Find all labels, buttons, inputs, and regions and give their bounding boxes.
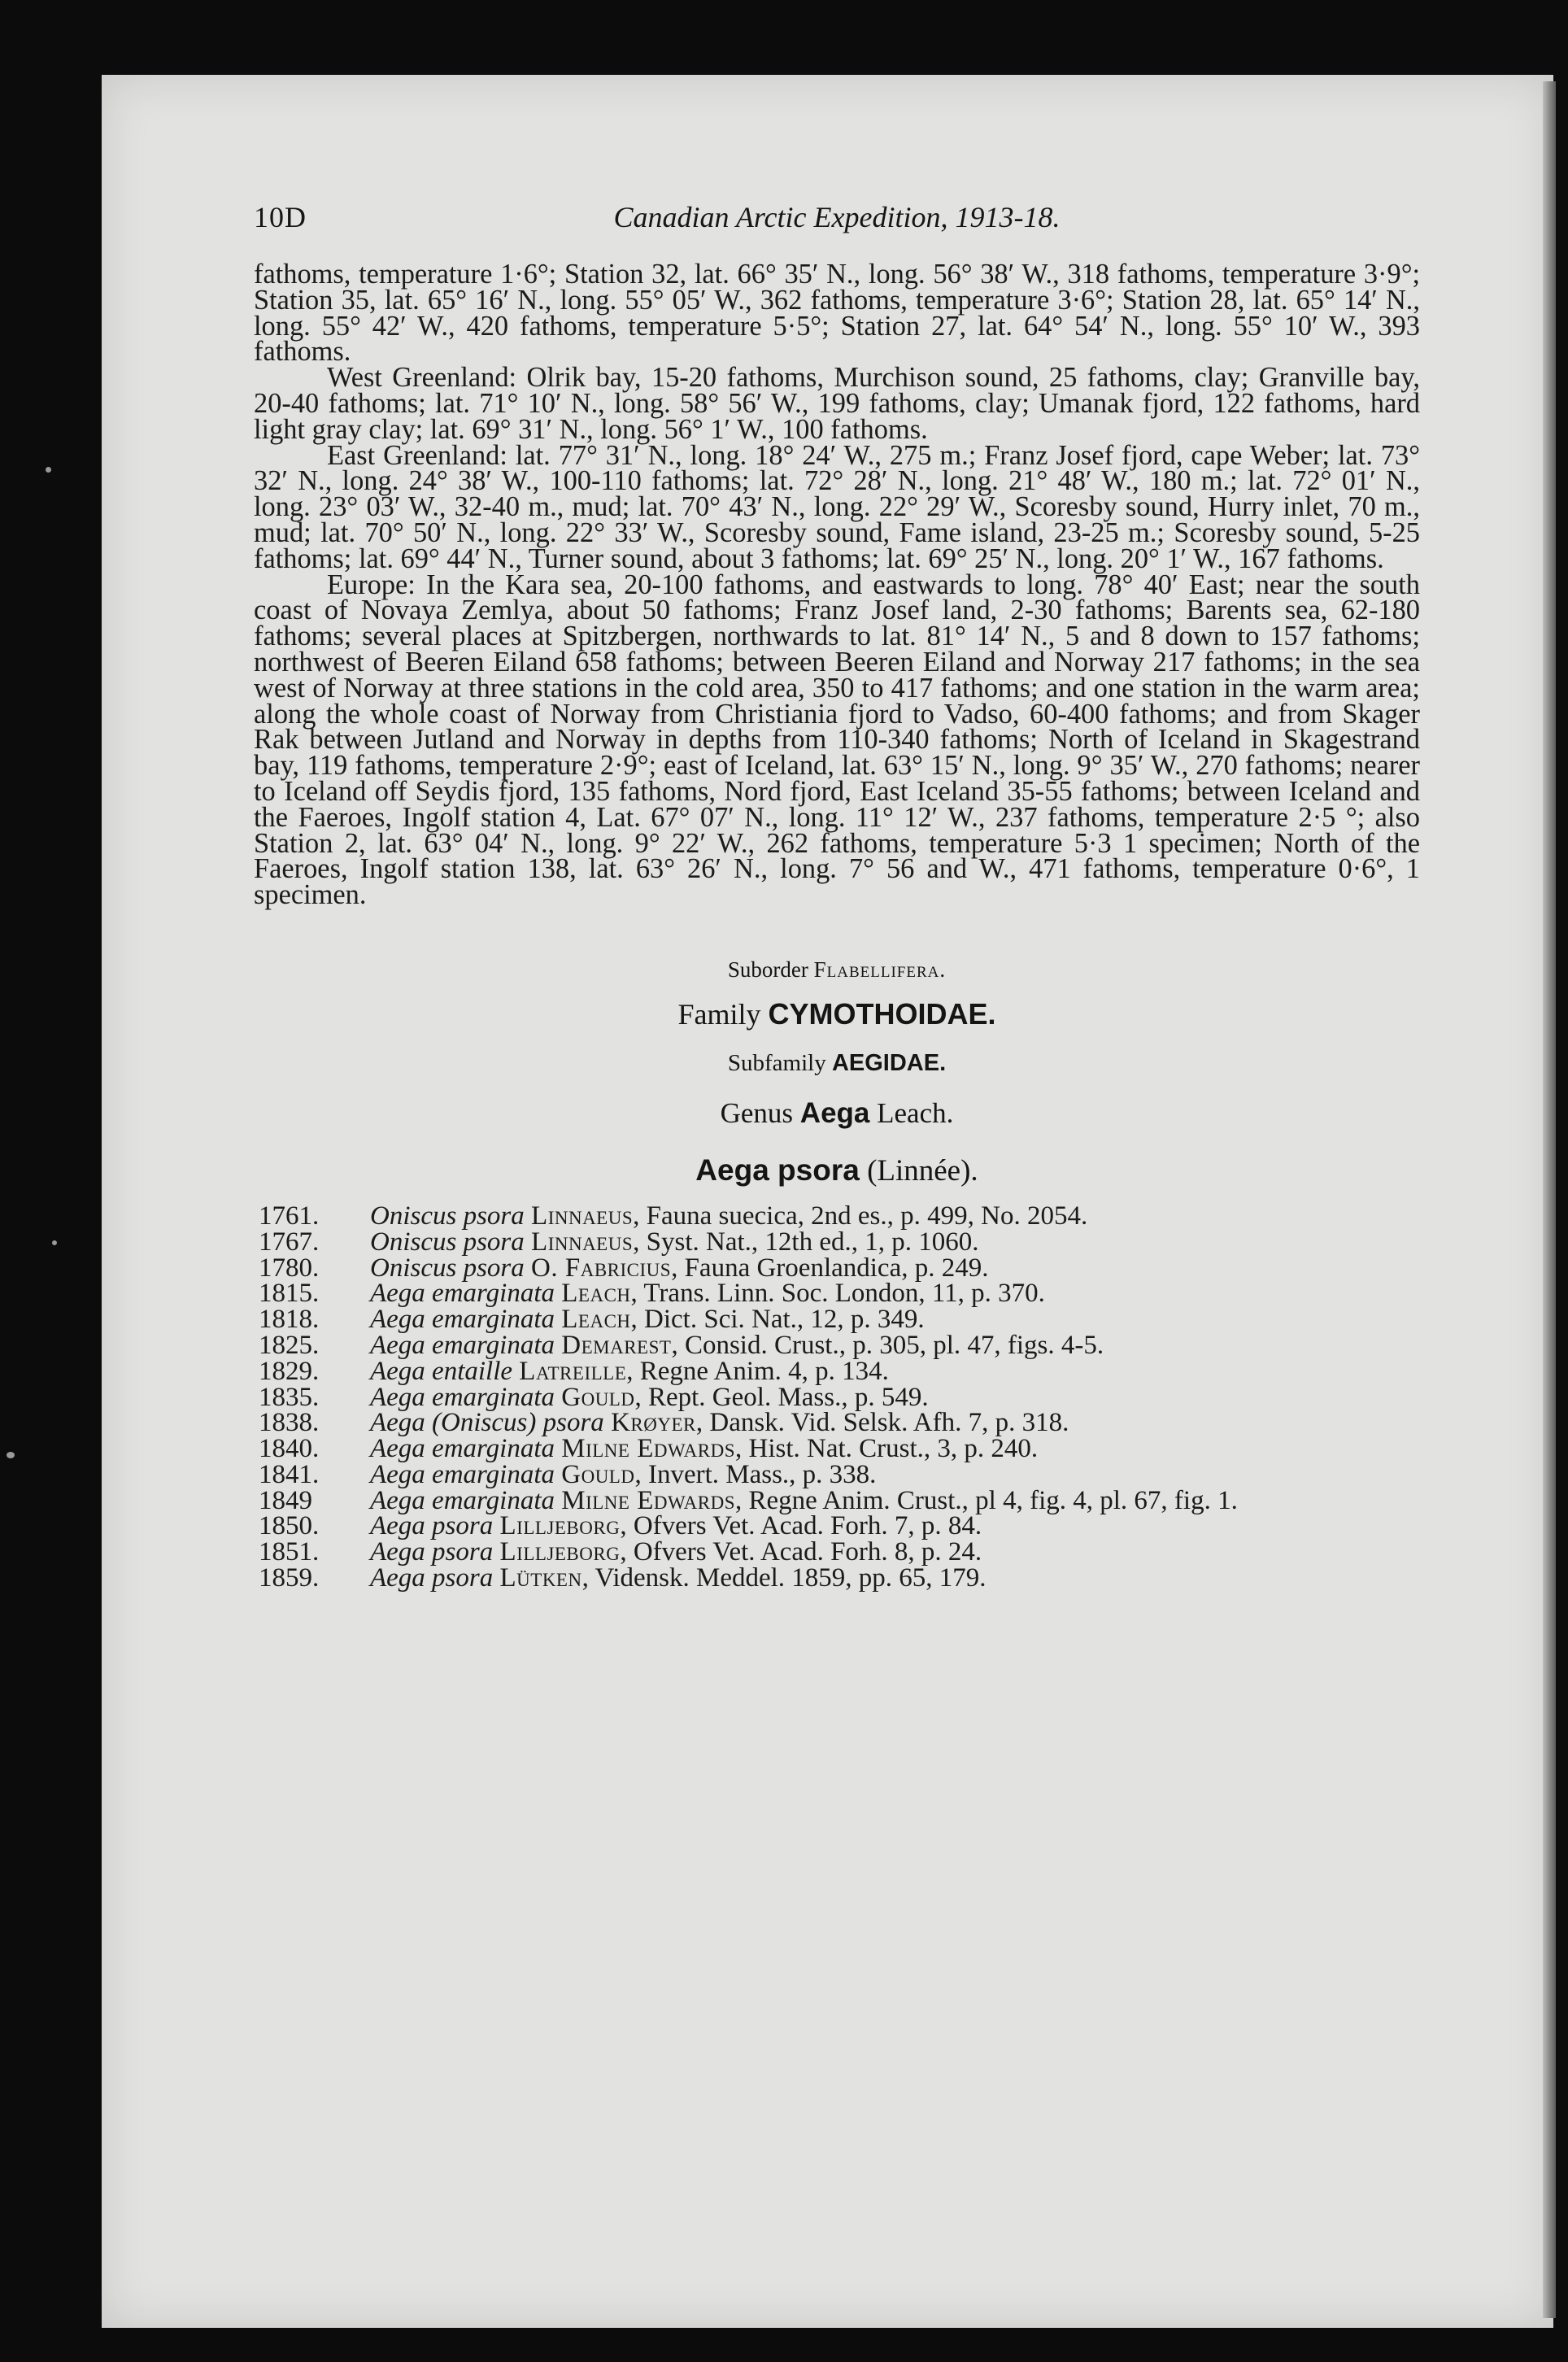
synonymy-author: Milne Edwards <box>561 1434 735 1464</box>
synonymy-citation: , Dict. Sci. Nat., 12, p. 349. <box>630 1305 925 1335</box>
synonymy-author: Krøyer <box>611 1408 696 1438</box>
synonymy-entry <box>254 1436 1420 1462</box>
synonymy-text <box>370 1563 1420 1593</box>
synonymy-citation: , Rept. Geol. Mass., p. 549. <box>634 1382 929 1412</box>
synonymy-author: Lilljeborg <box>499 1537 621 1567</box>
synonymy-author: O. Fabricius <box>531 1253 672 1283</box>
synonymy-year: 1841. <box>259 1459 320 1489</box>
synonymy-taxon: Aega emarginata <box>370 1434 555 1464</box>
synonymy-taxon: Aega emarginata <box>370 1305 555 1335</box>
taxonomy-headings <box>254 951 1420 1201</box>
synonymy-citation: , Regne Anim. 4, p. 134. <box>626 1356 889 1386</box>
genus-heading <box>254 1086 1420 1141</box>
synonymy-citation: , Ofvers Vet. Acad. Forh. 7, p. 84. <box>620 1511 982 1541</box>
synonymy-year: 1840. <box>259 1434 320 1464</box>
synonymy-text <box>370 1537 1420 1567</box>
species-name: Aega psora <box>695 1153 860 1187</box>
synonymy-entry <box>254 1537 1420 1567</box>
synonymy-author: Leach <box>561 1305 631 1335</box>
paragraph-west-greenland: West Greenland: Olrik bay, 15-20 fathoms, Murchison sound, 25 fathoms, clay; Granville bay, 20-40 fathoms; lat. 71° 10′ N., long. 58° 56′ W., 199 fathoms, clay; Umanak fjord, 122 fathoms, hard light gray clay; lat. 69° 31′ N., long. 56° 1′ W., 100 fathoms. <box>254 362 1420 445</box>
synonymy-taxon: Aega psora <box>370 1511 494 1541</box>
synonymy-text <box>370 1253 1420 1283</box>
synonymy-entry <box>254 1330 1420 1360</box>
synonymy-author: Latreille <box>519 1356 627 1386</box>
synonymy-text <box>370 1485 1420 1515</box>
synonymy-author: Gould <box>561 1382 635 1412</box>
synonymy-year: 1815. <box>259 1279 320 1309</box>
species-author: (Linnée). <box>859 1153 978 1188</box>
synonymy-text <box>370 1330 1420 1360</box>
family-name: CYMOTHOIDAE. <box>768 996 996 1031</box>
page-header <box>254 200 1420 241</box>
synonymy-citation: , Fauna Groenlandica, p. 249. <box>671 1253 989 1283</box>
synonymy-citation: , Ofvers Vet. Acad. Forh. 8, p. 24. <box>620 1537 982 1567</box>
synonymy-entry <box>254 1201 1420 1231</box>
synonymy-text <box>370 1459 1420 1489</box>
page-body <box>254 259 1420 1593</box>
synonymy-taxon: Oniscus psora <box>370 1253 525 1283</box>
paragraph-europe: Europe: In the Kara sea, 20-100 fathoms, and eastwards to long. 78° 40′ East; near the south coast of Novaya Zemlya, about 50 fathoms; Franz Josef land, 2-30 fathoms; Barents sea, 62-180 fathoms; several places at Spitzbergen, northwards to lat. 81° 14′ N., 5 and 8 down to 157 fathoms; northwest of Beeren Eiland 658 fathoms; between Beeren Eiland and Norway 217 fathoms; in the sea west of Norway at three stations in the cold area, 350 to 417 fathoms; and one station in the warm area; along the whole coast of Norway from Christiania fjord to Vadso, 60-400 fathoms; and from Skager Rak between Jutland and Norway in depths from 110-340 fathoms; North of Iceland in Skagestrand bay, 119 fathoms, temperature 2·9°; east of Iceland, lat. 63° 15′ N., long. 9° 35′ W., 270 fathoms; nearer to Iceland off Seydis fjord, 135 fathoms, Nord fjord, East Iceland 35-55 fathoms; between Iceland and the Faeroes, Ingolf station 4, Lat. 67° 07′ N., long. 11° 12′ W., 237 fathoms, temperature 2·5 °; also Station 2, lat. 63° 04′ N., long. 9° 22′ W., 262 fathoms, temperature 5·3 1 specimen; North of the Faeroes, Ingolf station 138, lat. 63° 26′ N., long. 7° 56 and W., 471 fathoms, temperature 0·6°, 1 specimen. <box>254 569 1420 911</box>
paragraph-station-list: fathoms, temperature 1·6°; Station 32, lat. 66° 35′ N., long. 56° 38′ W., 318 fathoms, temperature 3·9°; Station 35, lat. 65° 16′ N., long. 55° 05′ W., 362 fathoms, temperature 3·6°; Station 28, lat. 65° 14′ N., long. 55° 42′ W., 420 fathoms, temperature 5·5°; Station 27, lat. 64° 54′ N., long. 55° 10′ W., 393 fathoms. <box>254 259 1420 368</box>
synonymy-citation: , Regne Anim. Crust., pl 4, fig. 4, pl. 67, fig. 1. <box>735 1485 1238 1515</box>
synonymy-taxon: Oniscus psora <box>370 1201 525 1231</box>
synonymy-entry <box>254 1563 1420 1593</box>
subfamily-heading <box>254 1040 1420 1086</box>
synonymy-entry <box>254 1307 1420 1333</box>
page-number: 10D <box>254 201 307 233</box>
synonymy-text <box>370 1382 1420 1412</box>
subfamily-prefix: Subfamily <box>727 1049 832 1076</box>
scan-speck <box>7 1452 15 1458</box>
synonymy-taxon: Oniscus psora <box>370 1227 525 1257</box>
synonymy-text <box>370 1227 1420 1257</box>
synonymy-entry <box>254 1253 1420 1283</box>
scan-speck <box>52 1240 57 1245</box>
synonymy-citation: , Fauna suecica, 2nd es., p. 499, No. 2054. <box>633 1201 1088 1231</box>
synonymy-year: 1838. <box>259 1408 320 1438</box>
synonymy-taxon: Aega emarginata <box>370 1330 555 1360</box>
synonymy-author: Leach <box>561 1279 631 1309</box>
synonymy-text <box>370 1436 1420 1462</box>
suborder-heading <box>254 951 1420 988</box>
synonymy-list <box>254 1201 1420 1593</box>
species-heading <box>254 1141 1420 1201</box>
synonymy-entry <box>254 1511 1420 1541</box>
synonymy-text <box>370 1281 1420 1307</box>
suborder-prefix: Suborder <box>727 957 814 982</box>
synonymy-year: 1835. <box>259 1382 320 1412</box>
synonymy-text <box>370 1307 1420 1333</box>
synonymy-taxon: Aega emarginata <box>370 1459 555 1489</box>
synonymy-year: 1818. <box>259 1305 320 1335</box>
suborder-name: Flabellifera. <box>813 957 947 982</box>
synonymy-citation: , Trans. Linn. Soc. London, 11, p. 370. <box>630 1279 1045 1309</box>
synonymy-text <box>370 1410 1420 1436</box>
synonymy-citation: , Hist. Nat. Crust., 3, p. 240. <box>735 1434 1039 1464</box>
genus-prefix: Genus <box>720 1096 800 1129</box>
synonymy-author: Linnaeus <box>531 1227 634 1257</box>
synonymy-taxon: Aega emarginata <box>370 1279 555 1309</box>
synonymy-taxon: Aega psora <box>370 1537 494 1567</box>
synonymy-year: 1849 <box>259 1485 312 1515</box>
synonymy-entry <box>254 1459 1420 1489</box>
synonymy-author: Milne Edwards <box>561 1485 735 1515</box>
synonymy-taxon: Aega psora <box>370 1563 494 1593</box>
subfamily-name: AEGIDAE. <box>831 1049 947 1076</box>
synonymy-text <box>370 1201 1420 1231</box>
synonymy-entry <box>254 1410 1420 1436</box>
page-edge-shadow <box>1543 81 1556 2318</box>
synonymy-year: 1859. <box>259 1563 320 1593</box>
synonymy-year: 1780. <box>259 1253 320 1283</box>
synonymy-taxon: Aega entaille <box>370 1356 513 1386</box>
synonymy-author: Lilljeborg <box>499 1511 621 1541</box>
synonymy-citation: , Consid. Crust., p. 305, pl. 47, figs. 4-5. <box>671 1330 1104 1360</box>
synonymy-year: 1825. <box>259 1330 320 1360</box>
synonymy-text <box>370 1511 1420 1541</box>
synonymy-citation: , Dansk. Vid. Selsk. Afh. 7, p. 318. <box>695 1408 1069 1438</box>
genus-name: Aega <box>799 1096 870 1129</box>
genus-author: Leach. <box>869 1096 954 1129</box>
synonymy-entry <box>254 1227 1420 1257</box>
paragraph-east-greenland: East Greenland: lat. 77° 31′ N., long. 18° 24′ W., 275 m.; Franz Josef fjord, cape Weber; lat. 73° 32′ N., long. 24° 38′ W., 100-110 fathoms; lat. 72° 28′ N., long. 21° 48′ W., 180 m.; lat. 72° 01′ N., long. 23° 03′ W., 32-40 m., mud; lat. 70° 43′ N., long. 22° 29′ W., Scoresby sound, Hurry inlet, 70 m., mud; lat. 70° 50′ N., long. 22° 33′ W., Scoresby sound, Fame island, 23-25 m.; Scoresby sound, 5-25 fathoms; lat. 69° 44′ N., Turner sound, about 3 fathoms; lat. 69° 25′ N., long. 20° 1′ W., 167 fathoms. <box>254 439 1420 574</box>
synonymy-year: 1851. <box>259 1537 320 1567</box>
synonymy-taxon: Aega emarginata <box>370 1485 555 1515</box>
synonymy-entry <box>254 1281 1420 1307</box>
synonymy-entry <box>254 1356 1420 1386</box>
synonymy-taxon: Aega (Oniscus) psora <box>370 1408 604 1438</box>
family-prefix: Family <box>677 997 769 1031</box>
synonymy-author: Gould <box>561 1459 635 1489</box>
synonymy-citation: , Vidensk. Meddel. 1859, pp. 65, 179. <box>581 1563 987 1593</box>
synonymy-citation: , Syst. Nat., 12th ed., 1, p. 1060. <box>633 1227 979 1257</box>
scan-speck <box>46 467 51 473</box>
synonymy-year: 1829. <box>259 1356 320 1386</box>
synonymy-author: Linnaeus <box>531 1201 634 1231</box>
synonymy-entry <box>254 1485 1420 1515</box>
synonymy-author: Lütken <box>499 1563 582 1593</box>
synonymy-text <box>370 1356 1420 1386</box>
synonymy-taxon: Aega emarginata <box>370 1382 555 1412</box>
running-title: Canadian Arctic Expedition, 1913-18. <box>613 201 1061 233</box>
synonymy-author: Demarest <box>561 1330 672 1360</box>
synonymy-year: 1850. <box>259 1511 320 1541</box>
family-heading <box>254 988 1420 1040</box>
synonymy-citation: , Invert. Mass., p. 338. <box>634 1459 877 1489</box>
synonymy-entry <box>254 1382 1420 1412</box>
synonymy-year: 1761. <box>259 1201 320 1231</box>
synonymy-year: 1767. <box>259 1227 320 1257</box>
